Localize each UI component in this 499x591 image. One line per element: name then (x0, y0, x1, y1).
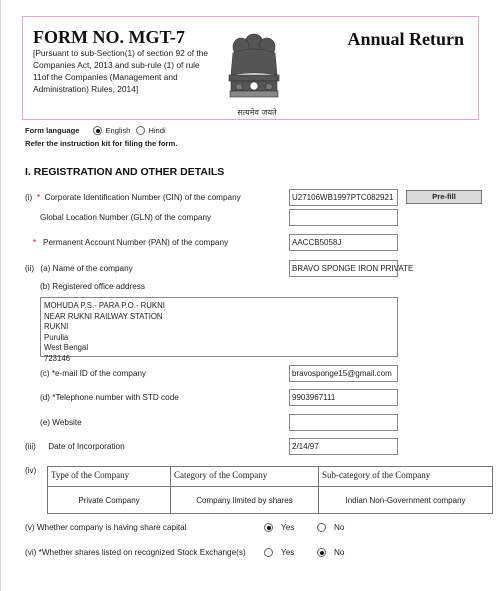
form-number: FORM NO. MGT-7 (33, 27, 185, 47)
type-header: Type of the Company (48, 467, 171, 487)
office-address-field[interactable] (40, 297, 398, 363)
no-label: No (334, 523, 345, 532)
share-capital-no-option[interactable] (317, 523, 344, 532)
name-label-row (25, 264, 133, 273)
listed-no-radio[interactable] (317, 548, 326, 557)
address-line: 723146 (44, 353, 71, 363)
hindi-radio[interactable] (136, 126, 145, 135)
english-radio[interactable] (93, 126, 102, 135)
address-line: West Bengal (44, 343, 89, 352)
listed-no-option[interactable] (317, 548, 344, 557)
subcategory-header: Sub-category of the Company (319, 467, 493, 487)
listed-yes-option[interactable] (264, 548, 294, 557)
phone-label: (d) *Telephone number with STD code (40, 393, 179, 402)
type-value: Private Company (48, 487, 171, 514)
required-mark: * (34, 193, 43, 202)
incorporation-date-field[interactable]: 2/14/97 (289, 438, 398, 455)
english-label: English (105, 126, 131, 135)
table-header-row (48, 467, 493, 487)
company-name-field[interactable]: BRAVO SPONGE IRON PRIVATE (289, 260, 398, 277)
instruction-text: Refer the instruction kit for filing the form. (25, 139, 178, 148)
form-header (22, 16, 479, 120)
listed-label: (vi) *Whether shares listed on recognized Stock Exchange(s) (25, 548, 246, 557)
cin-number: (i) (25, 193, 33, 202)
no-label: No (334, 548, 345, 557)
national-emblem-icon (219, 23, 289, 113)
email-field[interactable]: bravosponge15@gmail.com (289, 365, 398, 382)
annual-return-title: Annual Return (347, 29, 464, 49)
pan-label: Permanent Account Number (PAN) of the company (43, 238, 229, 247)
address-line: NEAR RUKNI RAILWAY STATION (44, 311, 163, 321)
office-address-label: (b) Registered office address (40, 282, 145, 291)
email-label: (c) *e-mail ID of the company (40, 369, 147, 378)
address-line: Purulia (44, 332, 69, 342)
phone-field[interactable]: 9903967111 (289, 389, 398, 406)
address-line: RUKNI (44, 322, 69, 331)
yes-label: Yes (281, 523, 295, 532)
subcategory-value: Indian Non-Government company (319, 487, 493, 514)
required-mark: * (33, 238, 41, 247)
table-row (48, 487, 493, 514)
cin-label: Corporate Identification Number (CIN) of the company (44, 193, 241, 202)
company-type-number: (iv) (25, 466, 37, 475)
form-language-label: Form language (25, 126, 80, 135)
language-hindi-option[interactable] (136, 126, 165, 135)
pan-field[interactable]: AACCB5058J (289, 234, 398, 251)
company-type-table (47, 466, 493, 514)
share-capital-yes-option[interactable] (264, 523, 294, 532)
emblem-caption: सत्यमेव जयते (237, 108, 277, 117)
language-english-option[interactable] (93, 126, 130, 135)
prefill-button[interactable]: Pre-fill (406, 190, 482, 204)
gln-field[interactable] (289, 209, 398, 226)
category-header: Category of the Company (171, 467, 319, 487)
incorporation-label: Date of Incorporation (48, 442, 125, 451)
incorporation-label-row (25, 442, 125, 451)
share-capital-label: (v) Whether company is having share capital (25, 523, 187, 532)
pan-label-row (33, 238, 228, 247)
pursuant-text: [Pursuant to sub-Section(1) of section 92 of the Companies Act, 2013 and sub-rule (1) of rule 11of the Companies (Management and Administration) Rules, 2014] (33, 48, 209, 94)
form-language-row (25, 126, 172, 135)
hindi-label: Hindi (148, 126, 166, 135)
cin-label-row (25, 193, 241, 202)
gln-label: Global Location Number (GLN) of the company (40, 213, 212, 222)
share-capital-yes-radio[interactable] (264, 523, 273, 532)
name-number: (ii) (25, 264, 35, 273)
website-field[interactable] (289, 414, 398, 431)
cin-field[interactable]: U27106WB1997PTC082921 (289, 189, 398, 206)
share-capital-no-radio[interactable] (317, 523, 326, 532)
address-line: MOHUDA P.S.- PARA P.O.- RUKNI (44, 301, 165, 310)
section-title: I. REGISTRATION AND OTHER DETAILS (25, 166, 225, 178)
website-label: (e) Website (40, 418, 82, 427)
incorporation-number: (iii) (25, 442, 36, 451)
listed-yes-radio[interactable] (264, 548, 273, 557)
name-label: (a) Name of the company (40, 264, 133, 273)
yes-label: Yes (281, 548, 295, 557)
category-value: Company limited by shares (171, 487, 319, 514)
